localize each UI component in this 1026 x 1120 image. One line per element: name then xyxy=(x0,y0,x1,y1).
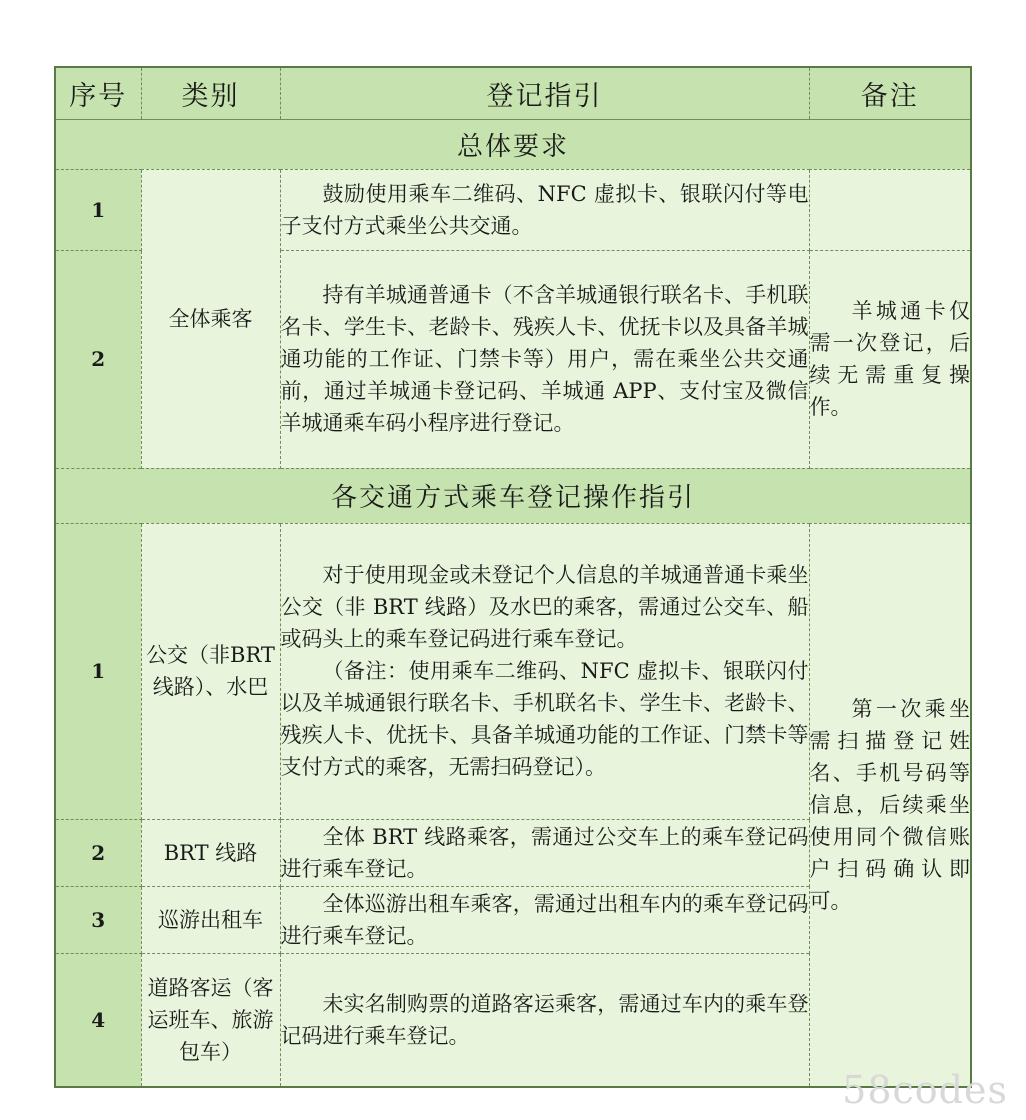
row-guide xyxy=(280,523,809,819)
guide-paragraph: 全体巡游出租车乘客，需通过出租车内的乘车登记码进行乘车登记。 xyxy=(280,891,809,948)
table-row xyxy=(55,523,971,819)
row-guide xyxy=(280,169,809,250)
guide-paragraph: 未实名制购票的道路客运乘客，需通过车内的乘车登记码进行乘车登记。 xyxy=(280,991,809,1048)
header-guide: 登记指引 xyxy=(280,67,809,119)
row-number: 2 xyxy=(55,819,141,886)
watermark-logo: 58codes xyxy=(842,1068,1008,1112)
row-category: 巡游出租车 xyxy=(141,886,280,953)
table-header-row xyxy=(55,67,971,119)
section-title: 各交通方式乘车登记操作指引 xyxy=(55,468,971,523)
row-category: BRT 线路 xyxy=(141,819,280,886)
section-title: 总体要求 xyxy=(55,119,971,169)
row-category: 全体乘客 xyxy=(141,169,280,468)
row-guide xyxy=(280,250,809,468)
row-guide xyxy=(280,886,809,953)
row-number: 1 xyxy=(55,169,141,250)
section-row-transport xyxy=(55,468,971,523)
row-guide xyxy=(280,819,809,886)
guide-paragraph: 对于使用现金或未登记个人信息的羊城通普通卡乘坐公交（非 BRT 线路）及水巴的乘客，需通过公交车、船或码头上的乘车登记码进行乘车登记。 xyxy=(280,563,809,651)
row-category: 道路客运（客运班车、旅游包车） xyxy=(141,953,280,1087)
section-row-general xyxy=(55,119,971,169)
registration-guide-table xyxy=(54,66,972,1088)
header-note: 备注 xyxy=(809,67,971,119)
guide-paragraph: 全体 BRT 线路乘客，需通过公交车上的乘车登记码进行乘车登记。 xyxy=(280,824,809,881)
row-note xyxy=(809,250,971,468)
row-number: 4 xyxy=(55,953,141,1087)
row-note xyxy=(809,523,971,1087)
row-category: 公交（非BRT 线路）、水巴 xyxy=(141,523,280,819)
header-category: 类别 xyxy=(141,67,280,119)
row-note-empty xyxy=(809,169,971,250)
note-text: 羊城通卡仅需一次登记，后续无需重复操作。 xyxy=(809,299,970,419)
table-row xyxy=(55,169,971,250)
header-number: 序号 xyxy=(55,67,141,119)
row-number: 1 xyxy=(55,523,141,819)
guide-paragraph: （备注：使用乘车二维码、NFC 虚拟卡、银联闪付以及羊城通银行联名卡、手机联名卡、学生卡、老龄卡、残疾人卡、优抚卡、具备羊城通功能的工作证、门禁卡等支付方式的乘客，无需扫码登记）。 xyxy=(280,659,809,779)
row-number: 3 xyxy=(55,886,141,953)
guide-paragraph: 持有羊城通普通卡（不含羊城通银行联名卡、手机联名卡、学生卡、老龄卡、残疾人卡、优抚卡以及具备羊城通功能的工作证、门禁卡等）用户，需在乘坐公共交通前，通过羊城通卡登记码、羊城通 APP、支付宝及微信羊城通乘车码小程序进行登记。 xyxy=(280,283,809,435)
row-number: 2 xyxy=(55,250,141,468)
note-text: 第一次乘坐需扫描登记姓名、手机号码等信息，后续乘坐使用同个微信账户扫码确认即可。 xyxy=(809,696,970,913)
row-guide xyxy=(280,953,809,1087)
guide-paragraph: 鼓励使用乘车二维码、NFC 虚拟卡、银联闪付等电子支付方式乘坐公共交通。 xyxy=(280,181,809,238)
